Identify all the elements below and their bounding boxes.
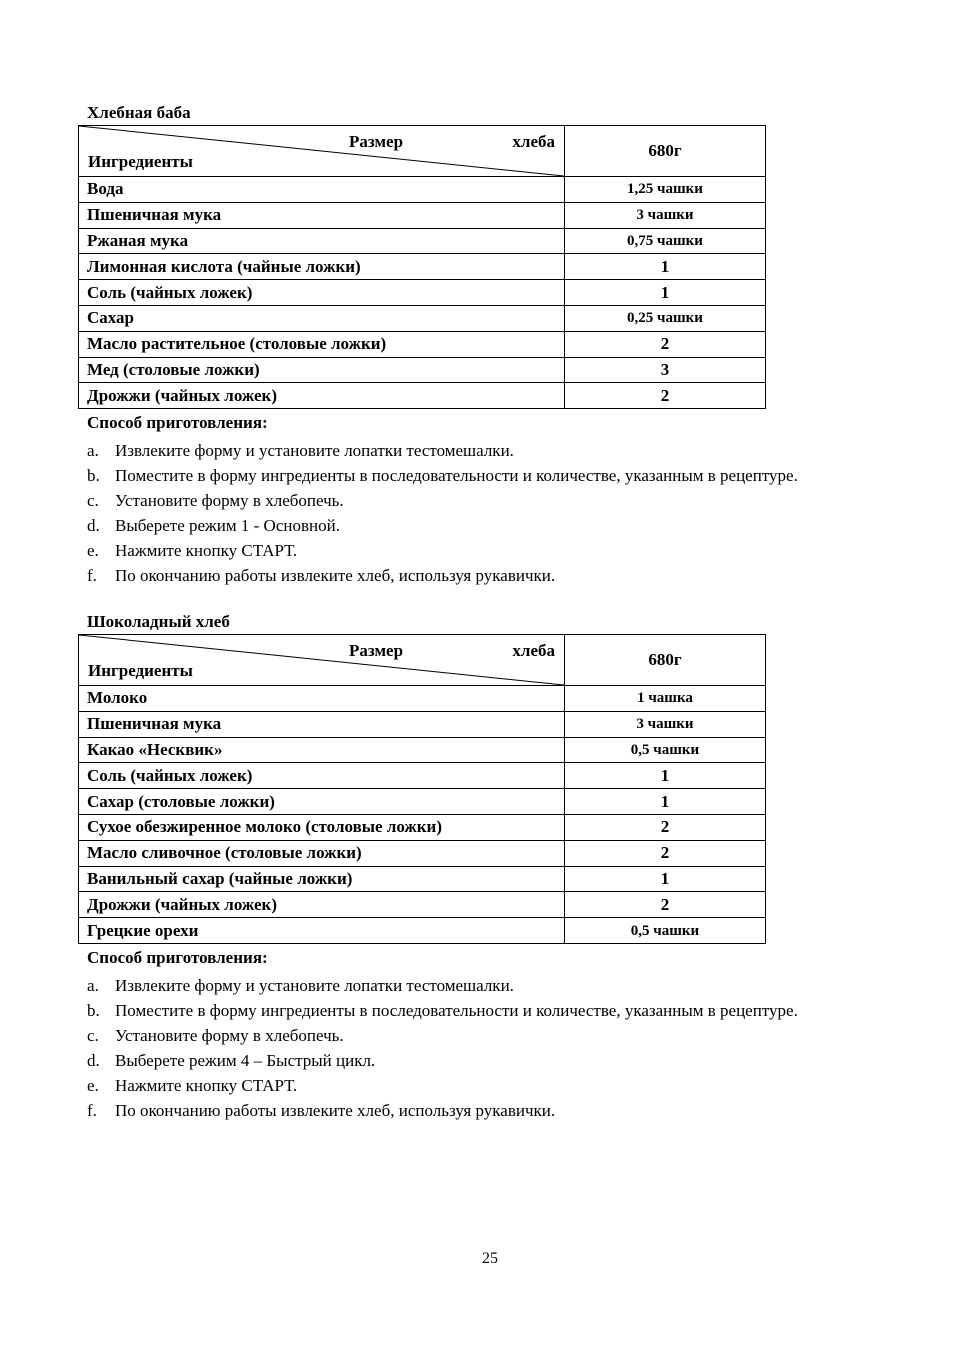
ingredient-qty: 3 чашки [565, 202, 766, 228]
step-text: Нажмите кнопку СТАРТ. [115, 1075, 298, 1095]
ingredient-qty: 1 [565, 763, 766, 789]
table-row [79, 737, 766, 763]
table-row [79, 383, 766, 409]
step-marker: a. [87, 975, 99, 995]
step-item [78, 488, 908, 513]
ingredient-qty: 1 [565, 254, 766, 280]
bread-label: хлеба [512, 132, 555, 151]
table-header-row [79, 126, 766, 177]
table-row [79, 686, 766, 712]
step-item [78, 1073, 908, 1098]
step-marker: d. [87, 516, 100, 536]
table-row [79, 357, 766, 383]
ingredient-name: Ванильный сахар (чайные ложки) [79, 866, 565, 892]
step-text: Извлеките форму и установите лопатки тестомешалки. [115, 441, 514, 461]
size-label: Размер [349, 132, 404, 151]
ingredient-name: Мед (столовые ложки) [79, 357, 565, 383]
step-text: Выберете режим 4 – Быстрый цикл. [115, 1050, 376, 1070]
step-item [78, 513, 908, 538]
table-row [79, 177, 766, 203]
step-text: По окончанию работы извлеките хлеб, используя рукавички. [115, 566, 556, 586]
table-row [79, 254, 766, 280]
page-number: 25 [482, 1250, 498, 1267]
bread-weight-header: 680г [565, 126, 766, 177]
table-header-row [79, 635, 766, 686]
diagonal-header-cell [79, 635, 565, 686]
table-row [79, 763, 766, 789]
ingredient-qty: 1 [565, 280, 766, 306]
ingredient-name: Ржаная мука [79, 228, 565, 254]
bread-weight-header: 680г [565, 635, 766, 686]
step-item [78, 973, 908, 998]
ingredient-name: Пшеничная мука [79, 711, 565, 737]
step-marker: f. [87, 1100, 97, 1120]
table-row [79, 202, 766, 228]
step-text: Выберете режим 1 - Основной. [115, 516, 340, 536]
step-marker: b. [87, 466, 100, 486]
step-text: Установите форму в хлебопечь. [115, 1025, 344, 1045]
step-marker: d. [87, 1050, 100, 1070]
ingredient-qty: 2 [565, 331, 766, 357]
step-item [78, 1023, 908, 1048]
ingredient-name: Масло растительное (столовые ложки) [79, 331, 565, 357]
step-item [78, 463, 908, 488]
step-text: Поместите в форму ингредиенты в последовательности и количестве, указанным в рецептуре. [115, 1000, 798, 1020]
ingredients-table [78, 125, 766, 409]
method-steps [78, 973, 908, 1123]
ingredient-qty: 0,5 чашки [565, 918, 766, 944]
step-item [78, 538, 908, 563]
step-marker: b. [87, 1000, 100, 1020]
table-row [79, 331, 766, 357]
step-marker: e. [87, 541, 99, 561]
recipe-shokoladny-khleb [78, 612, 908, 1123]
ingredient-name: Грецкие орехи [79, 918, 565, 944]
ingredient-qty: 2 [565, 814, 766, 840]
ingredient-name: Лимонная кислота (чайные ложки) [79, 254, 565, 280]
ingredients-table [78, 634, 766, 944]
method-steps [78, 438, 908, 588]
table-row [79, 814, 766, 840]
step-marker: a. [87, 441, 99, 461]
bread-label: хлеба [512, 641, 555, 660]
ingredient-name: Пшеничная мука [79, 202, 565, 228]
method-title: Способ приготовления: [87, 947, 268, 967]
recipe-khlebnaya-baba [78, 103, 908, 588]
table-row [79, 280, 766, 306]
table-row [79, 840, 766, 866]
ingredient-name: Сахар (столовые ложки) [79, 789, 565, 815]
step-item [78, 1098, 908, 1123]
ingredient-qty: 2 [565, 892, 766, 918]
ingredient-qty: 0,75 чашки [565, 228, 766, 254]
step-marker: e. [87, 1075, 99, 1095]
step-marker: c. [87, 491, 99, 511]
ingredient-qty: 3 [565, 357, 766, 383]
step-text: Извлеките форму и установите лопатки тестомешалки. [115, 975, 514, 995]
ingredient-qty: 0,5 чашки [565, 737, 766, 763]
ingredient-qty: 2 [565, 840, 766, 866]
table-row [79, 305, 766, 331]
ingredient-name: Молоко [79, 686, 565, 712]
ingredient-qty: 1,25 чашки [565, 177, 766, 203]
table-row [79, 228, 766, 254]
ingredient-name: Какао «Несквик» [79, 737, 565, 763]
ingredient-name: Масло сливочное (столовые ложки) [79, 840, 565, 866]
step-item [78, 438, 908, 463]
ingredient-name: Дрожжи (чайных ложек) [79, 383, 565, 409]
step-text: Поместите в форму ингредиенты в последовательности и количестве, указанным в рецептуре. [115, 466, 798, 486]
table-row [79, 711, 766, 737]
method-title: Способ приготовления: [87, 413, 268, 433]
size-label: Размер [349, 641, 404, 660]
ingredient-qty: 1 [565, 866, 766, 892]
table-row [79, 918, 766, 944]
step-text: По окончанию работы извлеките хлеб, используя рукавички. [115, 1100, 556, 1120]
diagonal-header-cell [79, 126, 565, 177]
table-row [79, 892, 766, 918]
step-item [78, 563, 908, 588]
step-item [78, 1048, 908, 1073]
ingredients-label: Ингредиенты [88, 152, 193, 171]
ingredient-qty: 2 [565, 383, 766, 409]
step-marker: f. [87, 566, 97, 586]
table-row [79, 866, 766, 892]
recipe-title: Шоколадный хлеб [87, 612, 230, 631]
ingredient-name: Дрожжи (чайных ложек) [79, 892, 565, 918]
ingredient-name: Соль (чайных ложек) [79, 280, 565, 306]
ingredient-qty: 1 [565, 789, 766, 815]
step-marker: c. [87, 1025, 99, 1045]
step-text: Нажмите кнопку СТАРТ. [115, 541, 298, 561]
ingredient-qty: 1 чашка [565, 686, 766, 712]
ingredient-name: Сухое обезжиренное молоко (столовые ложки) [79, 814, 565, 840]
recipe-title: Хлебная баба [87, 103, 191, 122]
ingredient-qty: 3 чашки [565, 711, 766, 737]
ingredients-label: Ингредиенты [88, 661, 193, 680]
ingredient-qty: 0,25 чашки [565, 305, 766, 331]
ingredient-name: Соль (чайных ложек) [79, 763, 565, 789]
step-item [78, 998, 908, 1023]
table-row [79, 789, 766, 815]
ingredient-name: Вода [79, 177, 565, 203]
ingredient-name: Сахар [79, 305, 565, 331]
step-text: Установите форму в хлебопечь. [115, 491, 344, 511]
